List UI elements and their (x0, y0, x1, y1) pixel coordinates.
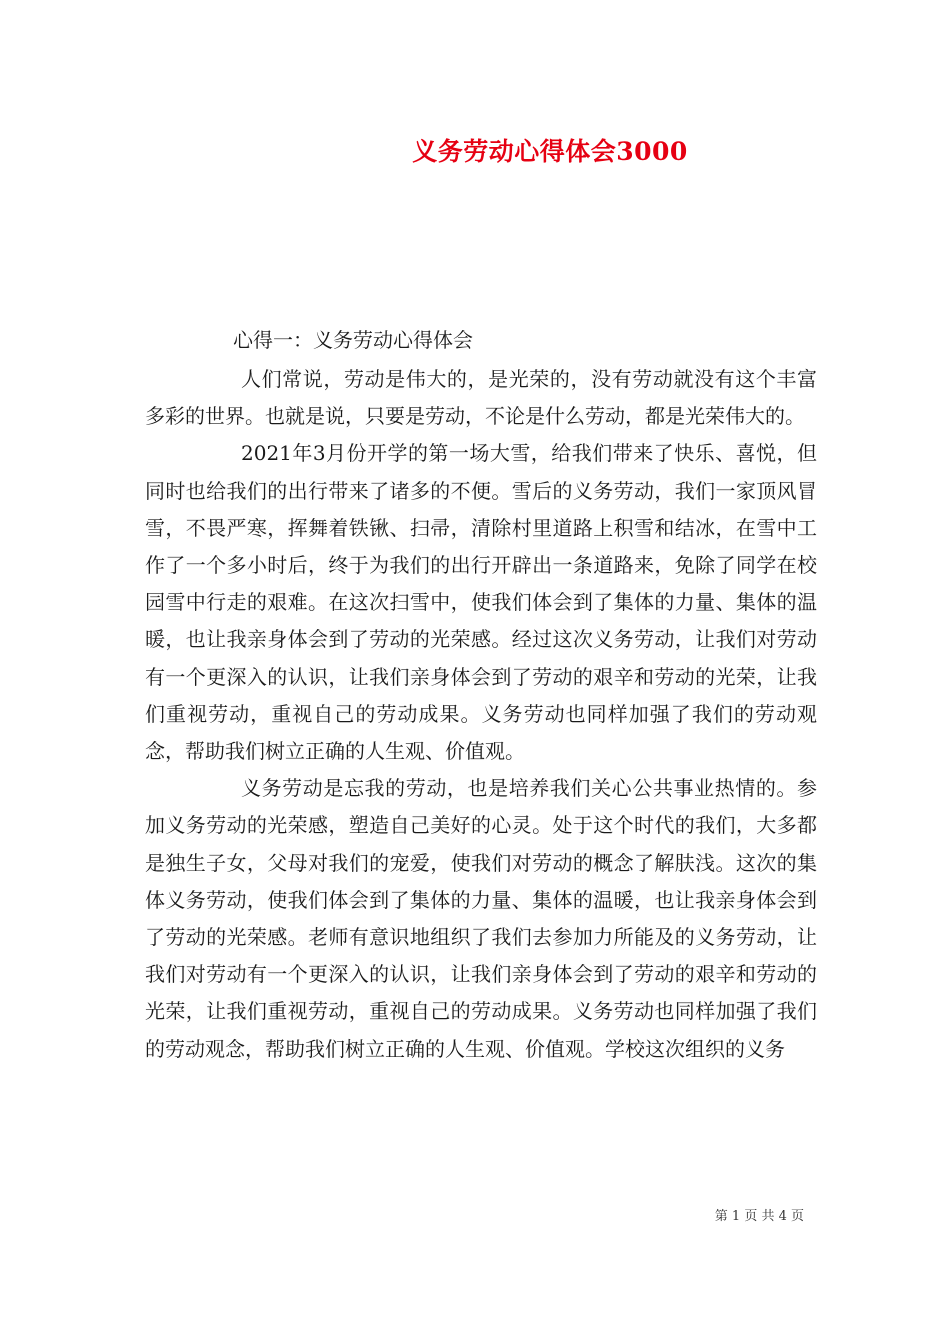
paragraph-1: 人们常说，劳动是伟大的，是光荣的，没有劳动就没有这个丰富多彩的世界。也就是说，只要是劳动，不论是什么劳动，都是光荣伟大的。 (145, 367, 817, 429)
page-number-footer: 第 1 页 共 4 页 (714, 1209, 804, 1224)
document-title: 义务劳动心得体会3000 (412, 137, 688, 166)
paragraph-2: 2021年3月份开学的第一场大雪，给我们带来了快乐、喜悦，但同时也给我们的出行带来了诸多的不便。雪后的义务劳动，我们一家顶风冒雪，不畏严寒，挥舞着铁锹、扫帚，清除村里道路上积雪和结冰，在雪中工作了一个多小时后，终于为我们的出行开辟出一条道路来，免除了同学在校园雪中行走的艰难。在这次扫雪中，使我们体会到了集体的力量、集体的温暖，也让我亲身体会到了劳动的光荣感。经过这次义务劳动，让我们对劳动有一个更深入的认识，让我们亲身体会到了劳动的艰辛和劳动的光荣，让我们重视劳动，重视自己的劳动成果。义务劳动也同样加强了我们的劳动观念，帮助我们树立正确的人生观、价值观。 (145, 441, 817, 764)
section-heading: 心得一：义务劳动心得体会 (233, 328, 473, 352)
document-body (145, 361, 817, 1068)
paragraph-3: 义务劳动是忘我的劳动，也是培养我们关心公共事业热情的。参加义务劳动的光荣感，塑造自己美好的心灵。处于这个时代的我们，大多都是独生子女，父母对我们的宠爱，使我们对劳动的概念了解肤浅。这次的集体义务劳动，使我们体会到了集体的力量、集体的温暖，也让我亲身体会到了劳动的光荣感。老师有意识地组织了我们去参加力所能及的义务劳动，让我们对劳动有一个更深入的认识，让我们亲身体会到了劳动的艰辛和劳动的光荣，让我们重视劳动，重视自己的劳动成果。义务劳动也同样加强了我们的劳动观念，帮助我们树立正确的人生观、价值观。学校这次组织的义务 (145, 776, 817, 1061)
